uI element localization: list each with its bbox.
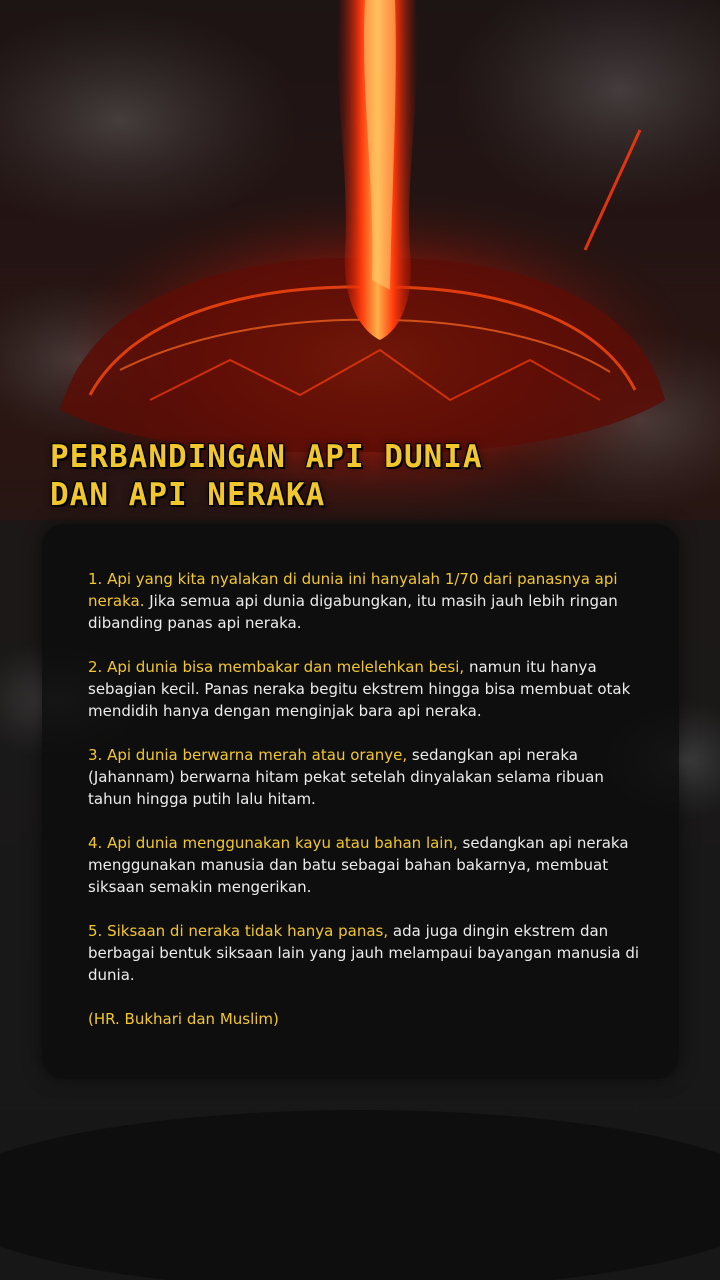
point-2 (88, 656, 648, 722)
point-1 (88, 568, 648, 634)
point-3-text: sedangkan api neraka (Jahannam) berwarna hitam pekat setelah dinyalakan selama ribuan tahun hingga putih lalu hitam. (88, 746, 604, 808)
page-title (50, 438, 690, 514)
hadith-reference: (HR. Bukhari dan Muslim) (88, 1010, 279, 1028)
point-3-highlight: 3. Api dunia berwarna merah atau oranye, (88, 746, 408, 764)
point-1-text: Jika semua api dunia digabungkan, itu masih jauh lebih ringan dibanding panas api neraka. (88, 592, 618, 632)
title-line-1: PERBANDINGAN API DUNIA (50, 439, 483, 475)
content-text (88, 568, 648, 1052)
point-1-highlight: 1. Api yang kita nyalakan di dunia ini hanyalah 1/70 dari panasnya api neraka. (88, 570, 618, 610)
point-2-highlight: 2. Api dunia bisa membakar dan melelehkan besi, (88, 658, 465, 676)
point-2-text: namun itu hanya sebagian kecil. Panas neraka begitu ekstrem hingga bisa membuat otak mendidih hanya dengan menginjak bara api neraka. (88, 658, 631, 720)
title-line-2: DAN API NERAKA (50, 477, 326, 513)
point-4-highlight: 4. Api dunia menggunakan kayu atau bahan lain, (88, 834, 458, 852)
point-5-text: ada juga dingin ekstrem dan berbagai bentuk siksaan lain yang jauh melampaui bayangan manusia di dunia. (88, 922, 640, 984)
point-5-highlight: 5. Siksaan di neraka tidak hanya panas, (88, 922, 389, 940)
point-3 (88, 744, 648, 810)
point-4 (88, 832, 648, 898)
point-4-text: sedangkan api neraka menggunakan manusia dan batu sebagai bahan bakarnya, membuat siksaan semakin mengerikan. (88, 834, 629, 896)
point-5 (88, 920, 648, 986)
